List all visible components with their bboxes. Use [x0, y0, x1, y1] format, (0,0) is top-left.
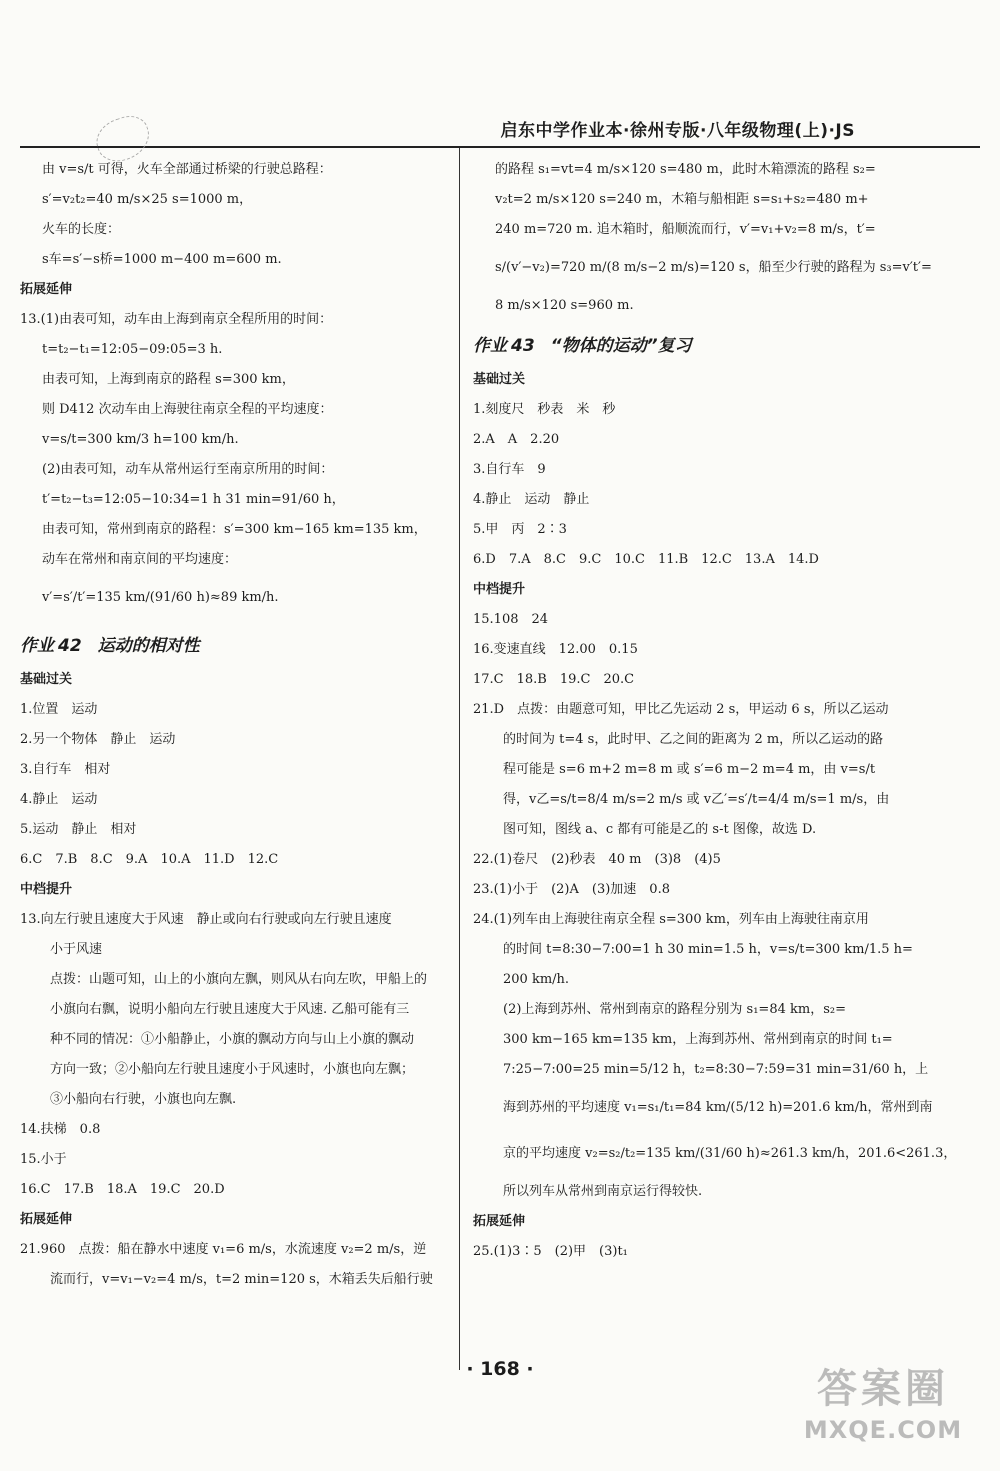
left-column — [20, 155, 450, 1295]
answer-line: 24.(1)列车由上海驶往南京全程 s=300 km，列车由上海驶往南京用 — [473, 912, 869, 927]
answer-line: 1.位置 运动 — [20, 702, 98, 717]
text-line: 由表可知，常州到南京的路程：s′=300 km−165 km=135 km， — [42, 522, 427, 537]
answer-line: 15.小于 — [20, 1152, 67, 1167]
text-line: 火车的长度： — [42, 222, 121, 237]
answer-line: 23.(1)小于 (2)A (3)加速 0.8 — [473, 882, 670, 897]
answer-line: 所以列车从常州到南京运行得较快. — [503, 1184, 703, 1199]
answer-line: 种不同的情况：①小船静止，小旗的飘动方向与山上小旗的飘动 — [50, 1032, 415, 1047]
answer-line: 小于风速 — [50, 942, 103, 957]
column-divider — [459, 148, 460, 1370]
answer-line: 14.扶梯 0.8 — [20, 1122, 101, 1137]
answer-line: 点拨：山题可知，山上的小旗向左飘，则风从右向左吹，甲船上的 — [50, 972, 428, 987]
answer-line: 2.另一个物体 静止 运动 — [20, 732, 176, 747]
answer-line: 图可知，图线 a、c 都有可能是乙的 s-t 图像，故选 D. — [503, 822, 817, 837]
answer-line: 的时间为 t=4 s，此时甲、乙之间的距离为 2 m，所以乙运动的路 — [503, 732, 884, 747]
page-header — [20, 112, 980, 148]
text-line: 240 m=720 m. 追木箱时，船顺流而行，v′=v₁+v₂=8 m/s，t′= — [495, 222, 876, 237]
text-line: v₂t=2 m/s×120 s=240 m，木箱与船相距 s=s₁+s₂=480 m+ — [495, 192, 869, 207]
answer-line: 21.D 点拨：由题意可知，甲比乙先运动 2 s，甲运动 6 s，所以乙运动 — [473, 702, 889, 717]
subsection-title: 拓展延伸 — [20, 1212, 73, 1227]
answer-line: 3.自行车 9 — [473, 462, 546, 477]
answer-line: 京的平均速度 v₂=s₂/t₂=135 km/(31/60 h)≈261.3 km/h，201.6<261.3， — [503, 1146, 957, 1161]
text-line: 由 v=s/t 可得，火车全部通过桥梁的行驶总路程： — [42, 162, 332, 177]
text-line: t=t₂−t₁=12:05−09:05=3 h. — [42, 342, 223, 357]
answer-line: 的时间 t=8:30−7:00=1 h 30 min=1.5 h，v=s/t=300 km/1.5 h= — [503, 942, 913, 957]
text-line: v′=s′/t′=135 km/(91/60 h)≈89 km/h. — [42, 590, 279, 605]
answer-line: 4.静止 运动 静止 — [473, 492, 590, 507]
text-line: 由表可知，上海到南京的路程 s=300 km， — [42, 372, 295, 387]
text-line: 则 D412 次动车由上海驶往南京全程的平均速度： — [42, 402, 333, 417]
answer-line: 5.运动 静止 相对 — [20, 822, 137, 837]
answer-line: 方向一致；②小船向左行驶且速度小于风速时，小旗也向左飘； — [50, 1062, 415, 1077]
answer-line: 7:25−7:00=25 min=5/12 h，t₂=8:30−7:59=31 min=31/60 h，上 — [503, 1062, 929, 1077]
text-line: s/(v′−v₂)=720 m/(8 m/s−2 m/s)=120 s，船至少行驶的路程为 s₃=v′t′= — [495, 260, 932, 275]
answer-line: 2.A A 2.20 — [473, 432, 560, 447]
text-line: s′=v₂t₂=40 m/s×25 s=1000 m， — [42, 192, 253, 207]
answer-line: 200 km/h. — [503, 972, 570, 987]
subsection-title: 拓展延伸 — [20, 282, 73, 297]
subsection-title: 基础过关 — [473, 372, 526, 387]
section-title: 运动的相对性 — [97, 636, 200, 656]
answer-line: 4.静止 运动 — [20, 792, 98, 807]
answer-line: 16.C 17.B 18.A 19.C 20.D — [20, 1182, 225, 1197]
text-line: 8 m/s×120 s=960 m. — [495, 298, 634, 313]
subsection-title: 中档提升 — [473, 582, 526, 597]
section-number: 42 — [58, 636, 82, 656]
section-number: 43 — [511, 336, 535, 356]
answer-line: 13.向左行驶且速度大于风速 静止或向右行驶或向左行驶且速度 — [20, 912, 392, 927]
text-line: v=s/t=300 km/3 h=100 km/h. — [42, 432, 239, 447]
answer-line: (2)上海到苏州、常州到南京的路程分别为 s₁=84 km，s₂= — [503, 1002, 846, 1017]
page-number: · 168 · — [466, 1358, 534, 1380]
answer-line: 3.自行车 相对 — [20, 762, 111, 777]
answer-line: 15.108 24 — [473, 612, 549, 627]
section-label: 作业 — [20, 636, 54, 656]
answer-line: 6.C 7.B 8.C 9.A 10.A 11.D 12.C — [20, 852, 279, 867]
section-title: “物体的运动”复习 — [550, 336, 692, 356]
right-column — [473, 155, 957, 1267]
answer-line: 22.(1)卷尺 (2)秒表 40 m (3)8 (4)5 — [473, 852, 721, 867]
answer-line: 流而行，v=v₁−v₂=4 m/s，t=2 min=120 s，木箱丢失后船行驶 — [50, 1272, 433, 1287]
answer-line: 16.变速直线 12.00 0.15 — [473, 642, 638, 657]
watermark-logo — [788, 1363, 978, 1463]
answer-line: 6.D 7.A 8.C 9.C 10.C 11.B 12.C 13.A 14.D — [473, 552, 819, 567]
answer-line: ③小船向右行驶，小旗也向左飘. — [50, 1092, 237, 1107]
text-line: t′=t₂−t₃=12:05−10:34=1 h 31 min=91/60 h， — [42, 492, 345, 507]
answer-line: 17.C 18.B 19.C 20.C — [473, 672, 635, 687]
text-line: 的路程 s₁=vt=4 m/s×120 s=480 m，此时木箱漂流的路程 s₂= — [495, 162, 876, 177]
section-heading — [20, 631, 450, 661]
watermark-url: MXQE.COM — [803, 1416, 963, 1444]
answer-line: 300 km−165 km=135 km，上海到苏州、常州到南京的时间 t₁= — [503, 1032, 893, 1047]
answer-line: 得，v乙=s/t=8/4 m/s=2 m/s 或 v乙′=s′/t=4/4 m/s=1 m/s，由 — [503, 792, 890, 807]
watermark-text: 答案圈 — [817, 1366, 949, 1412]
answer-line: 小旗向右飘，说明小船向左行驶且速度大于风速. 乙船可能有三 — [50, 1002, 410, 1017]
text-line: 动车在常州和南京间的平均速度： — [42, 552, 238, 567]
section-heading — [473, 331, 913, 361]
answer-line: 25.(1)3∶5 (2)甲 (3)t₁ — [473, 1244, 628, 1259]
text-line: (2)由表可知，动车从常州运行至南京所用的时间： — [42, 462, 334, 477]
subsection-title: 基础过关 — [20, 672, 73, 687]
answer-line: 21.960 点拨：船在静水中速度 v₁=6 m/s，水流速度 v₂=2 m/s，逆 — [20, 1242, 427, 1257]
subsection-title: 拓展延伸 — [473, 1214, 526, 1229]
answer-line: 程可能是 s=6 m+2 m=8 m 或 s′=6 m−2 m=4 m，由 v=s/t — [503, 762, 876, 777]
text-line: 13.(1)由表可知，动车由上海到南京全程所用的时间： — [20, 312, 333, 327]
answer-line: 5.甲 丙 2∶3 — [473, 522, 567, 537]
answer-line: 1.刻度尺 秒表 米 秒 — [473, 402, 616, 417]
section-label: 作业 — [473, 336, 507, 356]
book-title: 启东中学作业本·徐州专版·八年级物理(上)·JS — [500, 121, 855, 141]
subsection-title: 中档提升 — [20, 882, 73, 897]
answer-line: 海到苏州的平均速度 v₁=s₁/t₁=84 km/(5/12 h)=201.6 km/h，常州到南 — [503, 1100, 933, 1115]
text-line: s车=s′−s桥=1000 m−400 m=600 m. — [42, 252, 282, 267]
